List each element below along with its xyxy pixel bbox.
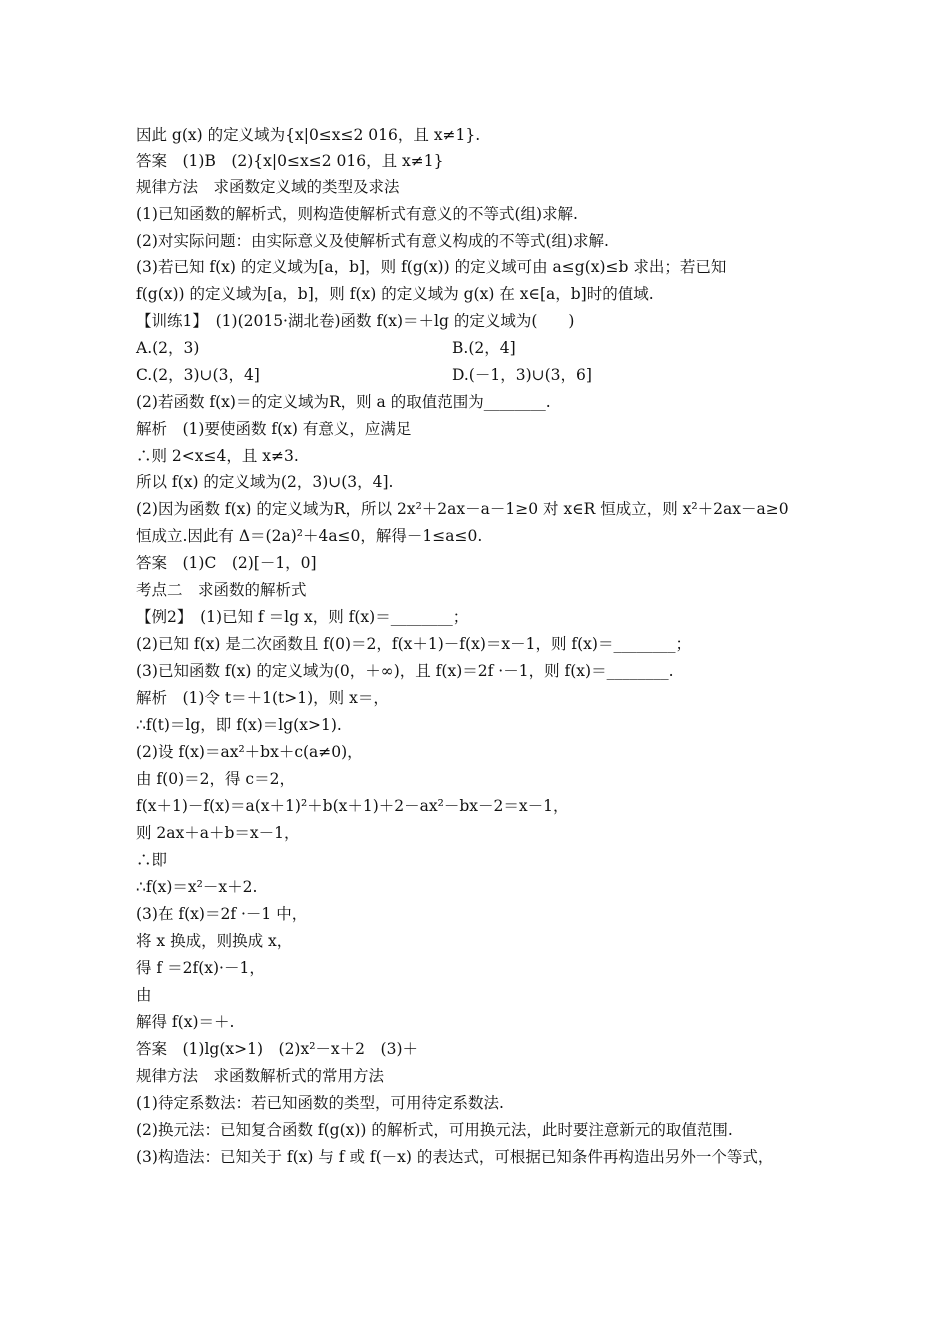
text-line: (2)若函数 f(x)＝的定义域为R，则 a 的取值范围为________. — [136, 393, 551, 411]
solution-line: 解析 (1)要使函数 f(x) 有意义，应满足 — [136, 420, 412, 438]
text-line: (3)若已知 f(x) 的定义域为[a，b]，则 f(g(x)) 的定义域可由 a≤g(x)≤b 求出；若已知 — [136, 258, 727, 276]
text-line: 恒成立.因此有 Δ＝(2a)²＋4a≤0，解得－1≤a≤0. — [136, 527, 483, 545]
text-line: f(g(x)) 的定义域为[a，b]，则 f(x) 的定义域为 g(x) 在 x∈[a，b]时的值域. — [136, 285, 654, 303]
text-line: ∴f(t)＝lg，即 f(x)＝lg(x>1). — [136, 716, 342, 734]
text-line: 得 f ＝2f(x)·－1， — [136, 959, 265, 977]
section-heading: 考点二 求函数的解析式 — [136, 581, 307, 599]
text-line: (3)在 f(x)＝2f ·－1 中， — [136, 905, 308, 923]
text-line: (2)已知 f(x) 是二次函数且 f(0)＝2，f(x＋1)－f(x)＝x－1，则 f(x)＝________； — [136, 635, 691, 653]
text-line: (2)设 f(x)＝ax²＋bx＋c(a≠0)， — [136, 743, 363, 761]
option-a: A.(2，3) — [136, 339, 200, 357]
text-line: ∴f(x)＝x²－x＋2. — [136, 878, 258, 896]
text-line: (2)因为函数 f(x) 的定义域为R，所以 2x²＋2ax－a－1≥0 对 x∈R 恒成立，则 x²＋2ax－a≥0 — [136, 500, 789, 518]
example-title: 【例2】 (1)已知 f ＝lg x，则 f(x)＝________； — [136, 608, 469, 626]
text-line: 解得 f(x)＝＋. — [136, 1013, 235, 1031]
text-line: (1)待定系数法：若已知函数的类型，可用待定系数法. — [136, 1094, 504, 1112]
text-line: (2)对实际问题：由实际意义及使解析式有意义构成的不等式(组)求解. — [136, 232, 609, 250]
text-line: 所以 f(x) 的定义域为(2，3)∪(3，4]. — [136, 473, 394, 491]
text-line: (1)已知函数的解析式，则构造使解析式有意义的不等式(组)求解. — [136, 205, 578, 223]
option-d: D.(－1，3)∪(3，6] — [452, 366, 592, 384]
answer-line: 答案 (1)B (2){x|0≤x≤2 016，且 x≠1} — [136, 152, 444, 170]
option-b: B.(2，4] — [452, 339, 516, 357]
text-line: 由 — [136, 986, 152, 1004]
option-c: C.(2，3)∪(3，4] — [136, 366, 260, 384]
text-line: 将 x 换成，则换成 x， — [136, 932, 293, 950]
text-line: (3)已知函数 f(x) 的定义域为(0，＋∞)，且 f(x)＝2f ·－1，则 f(x)＝________. — [136, 662, 674, 680]
text-line: ∴则 2<x≤4，且 x≠3. — [136, 447, 299, 465]
section-heading: 规律方法 求函数解析式的常用方法 — [136, 1067, 385, 1085]
text-line: (2)换元法：已知复合函数 f(g(x)) 的解析式，可用换元法，此时要注意新元的取值范围. — [136, 1121, 733, 1139]
answer-line: 答案 (1)lg(x>1) (2)x²－x＋2 (3)＋ — [136, 1040, 418, 1058]
exercise-title: 【训练1】 (1)(2015·湖北卷)函数 f(x)＝＋lg 的定义域为( ) — [136, 312, 575, 330]
text-line: f(x＋1)－f(x)＝a(x＋1)²＋b(x＋1)＋2－ax²－bx－2＝x－1， — [136, 797, 569, 815]
text-line: 则 2ax＋a＋b＝x－1， — [136, 824, 300, 842]
text-line: (3)构造法：已知关于 f(x) 与 f 或 f(－x) 的表达式，可根据已知条件再构造出另外一个等式， — [136, 1148, 774, 1166]
text-line: ∴即 — [136, 851, 168, 869]
text-line: 由 f(0)＝2，得 c＝2， — [136, 770, 295, 788]
answer-line: 答案 (1)C (2)[－1，0] — [136, 554, 317, 572]
section-heading: 规律方法 求函数定义域的类型及求法 — [136, 178, 400, 196]
text-line: 因此 g(x) 的定义域为{x|0≤x≤2 016，且 x≠1}. — [136, 126, 481, 144]
solution-line: 解析 (1)令 t＝＋1(t>1)，则 x＝， — [136, 689, 389, 707]
